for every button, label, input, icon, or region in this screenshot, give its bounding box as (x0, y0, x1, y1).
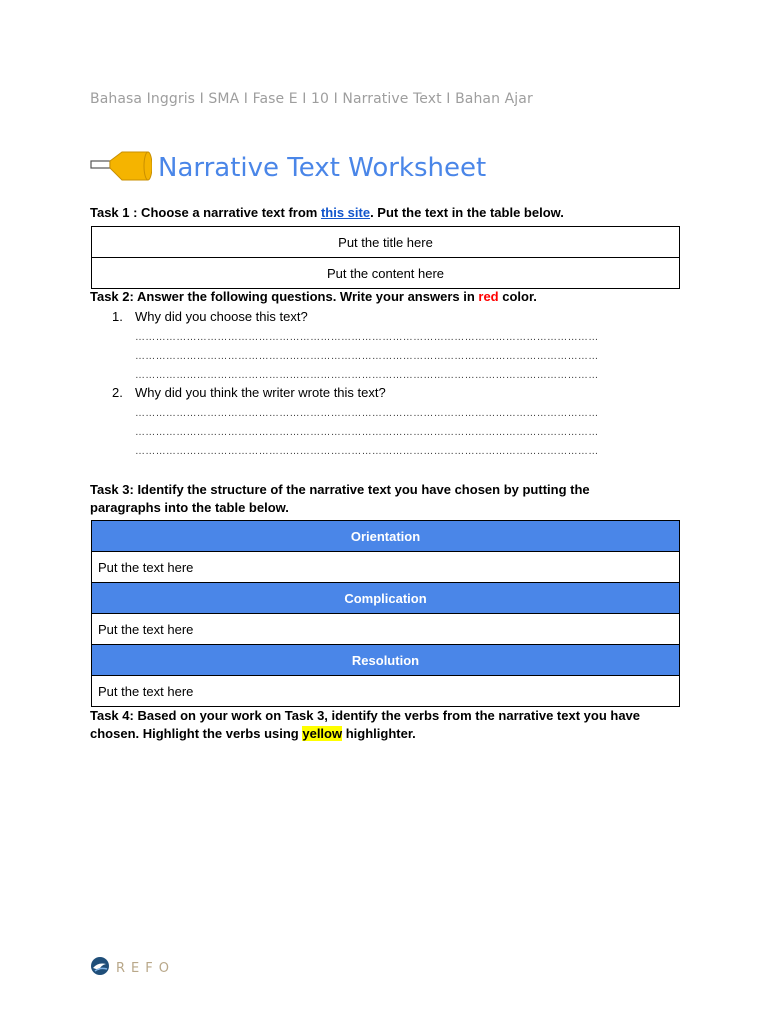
answer-line[interactable]: ……………………………………………………………………………………………………………………… (135, 428, 599, 438)
refo-logo-icon (90, 956, 110, 981)
question-1: 1. Why did you choose this text? (112, 309, 308, 324)
task1-table (91, 226, 680, 289)
answer-line[interactable]: ……………………………………………………………………………………………………………………… (135, 447, 599, 457)
complication-cell[interactable]: Put the text here (92, 614, 680, 645)
complication-header: Complication (92, 583, 680, 614)
answer-line[interactable]: ……………………………………………………………………………………………………………………… (135, 333, 599, 343)
page-title: Narrative Text Worksheet (158, 153, 487, 183)
footer-logo (90, 956, 175, 981)
document-header: Bahasa Inggris I SMA I Fase E I 10 I Narrative Text I Bahan Ajar (90, 91, 533, 107)
answer-line[interactable]: ……………………………………………………………………………………………………………………… (135, 371, 599, 381)
task1-instruction: Task 1 : Choose a narrative text from this site. Put the text in the table below. (90, 205, 564, 220)
title-cell[interactable]: Put the title here (92, 227, 680, 258)
content-cell[interactable]: Put the content here (92, 258, 680, 289)
flashlight-icon (90, 146, 152, 191)
question-2: 2. Why did you think the writer wrote this text? (112, 385, 386, 400)
yellow-word: yellow (302, 726, 343, 741)
title-row (90, 148, 486, 188)
red-word: red (478, 289, 499, 304)
answer-line[interactable]: ……………………………………………………………………………………………………………………… (135, 352, 599, 362)
task3-instruction: Task 3: Identify the structure of the narrative text you have chosen by putting the paragraphs into the table below. (90, 482, 590, 515)
structure-table (91, 520, 680, 707)
task4-instruction: Task 4: Based on your work on Task 3, identify the verbs from the narrative text you have chosen. Highlight the verbs using yellow highlighter. (90, 708, 641, 741)
this-site-link[interactable]: this site (320, 205, 371, 220)
resolution-header: Resolution (92, 645, 680, 676)
orientation-cell[interactable]: Put the text here (92, 552, 680, 583)
resolution-cell[interactable]: Put the text here (92, 676, 680, 707)
orientation-header: Orientation (92, 521, 680, 552)
answer-line[interactable]: ……………………………………………………………………………………………………………………… (135, 409, 599, 419)
task2-instruction: Task 2: Answer the following questions. Write your answers in red color. (90, 289, 537, 304)
logo-text: REFO (116, 961, 175, 976)
